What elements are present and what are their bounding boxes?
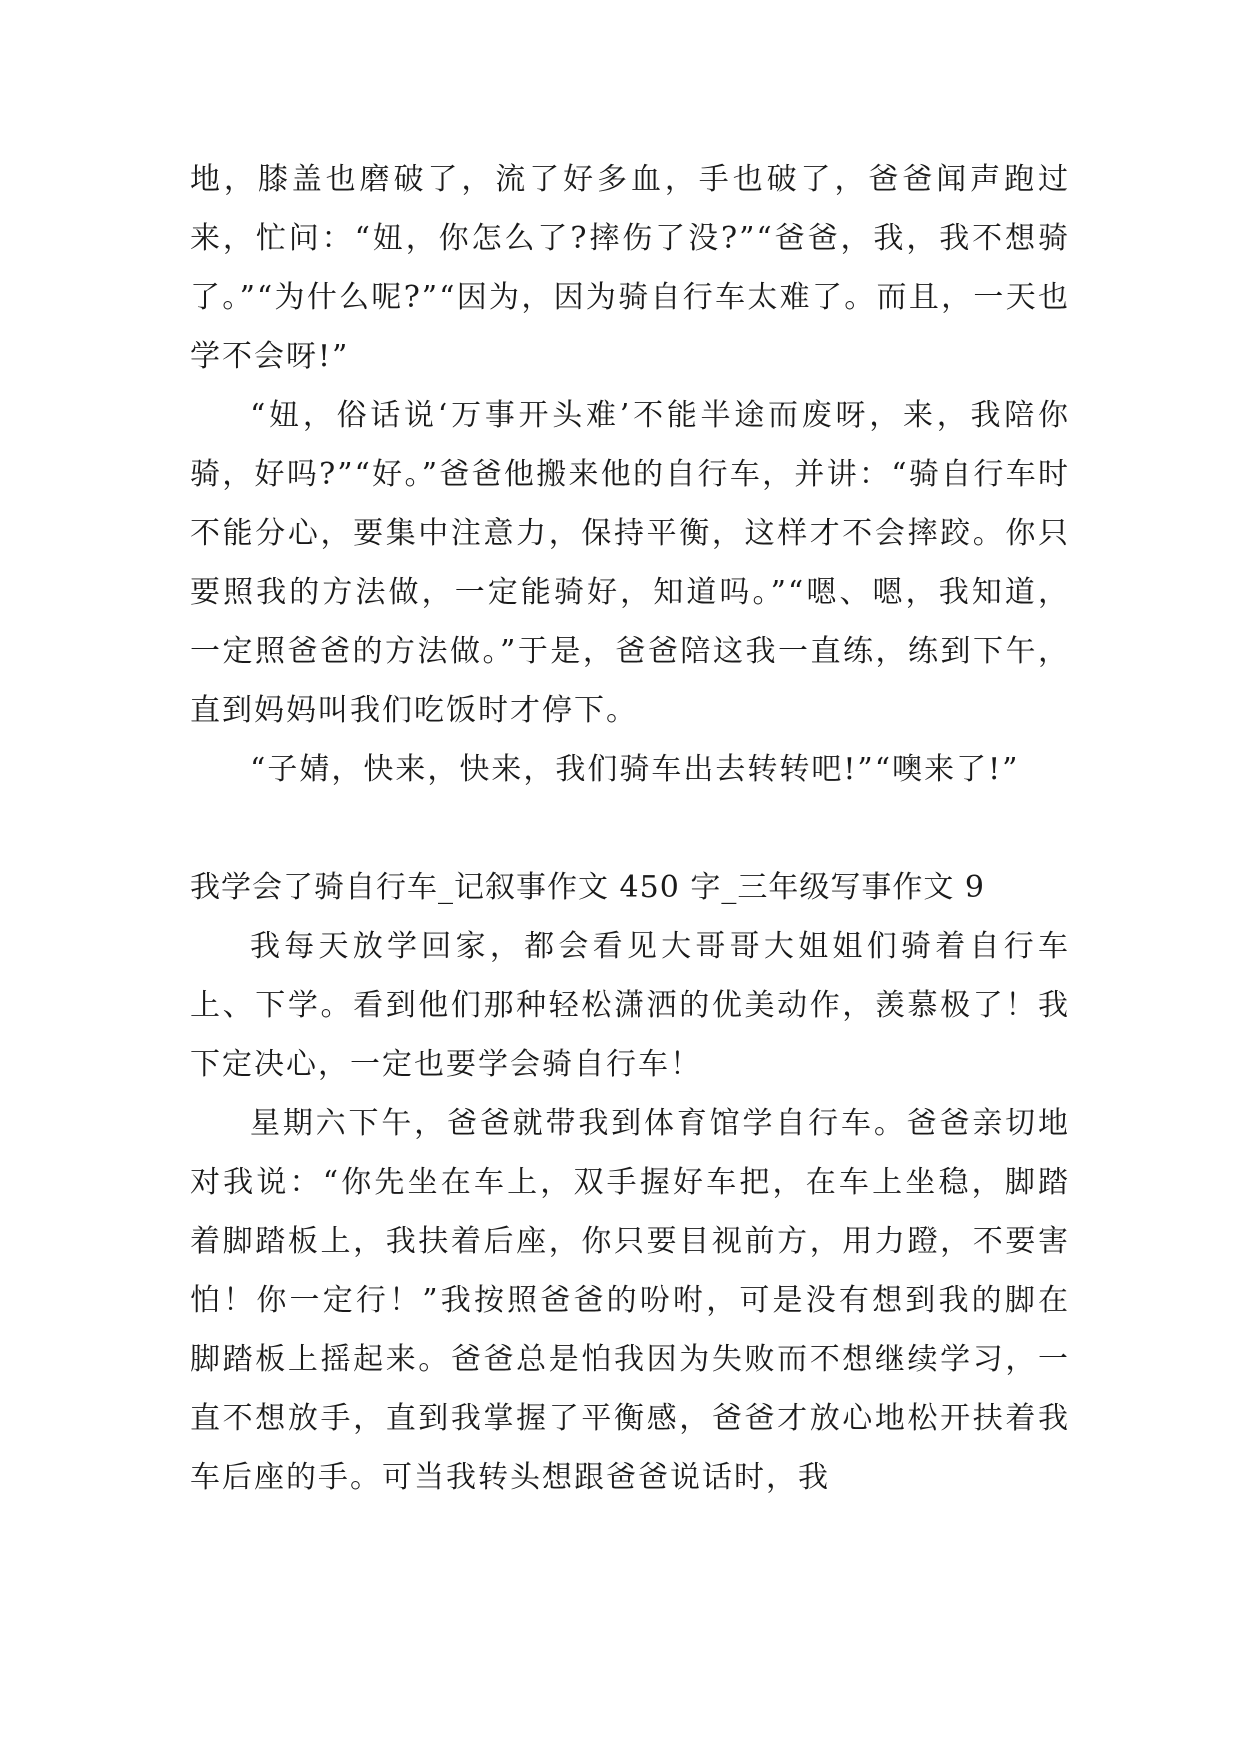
essay-body: [190, 917, 1070, 1507]
paragraph: 星期六下午，爸爸就带我到体育馆学自行车。爸爸亲切地对我说：“你先坐在车上，双手握好车把，在车上坐稳，脚踏着脚踏板上，我扶着后座，你只要目视前方，用力蹬，不要害怕！你一定行！”我按照爸爸的吩咐，可是没有想到我的脚在脚踏板上摇起来。爸爸总是怕我因为失败而不想继续学习，一直不想放手，直到我掌握了平衡感，爸爸才放心地松开扶着我车后座的手。可当我转头想跟爸爸说话时，我: [190, 1106, 1070, 1495]
essay-title: 我学会了骑自行车_记叙事作文 450 字_三年级写事作文 9: [190, 870, 985, 905]
paragraph: “子婧，快来，快来，我们骑车出去转转吧!”“噢来了!”: [250, 752, 1020, 787]
paragraph: 地，膝盖也磨破了，流了好多血，手也破了，爸爸闻声跑过来，忙问：“妞，你怎么了?摔伤了没?”“爸爸，我，我不想骑了。”“为什么呢?”“因为，因为骑自行车太难了。而且，一天也学不会呀!”: [190, 162, 1070, 374]
document-page: [190, 150, 1070, 1507]
story-continuation: [190, 150, 1070, 799]
paragraph: “妞，俗话说‘万事开头难’不能半途而废呀，来，我陪你骑，好吗?”“好。”爸爸他搬来他的自行车，并讲：“骑自行车时不能分心，要集中注意力，保持平衡，这样才不会摔跤。你只要照我的方法做，一定能骑好，知道吗。”“嗯、嗯，我知道，一定照爸爸的方法做。”于是，爸爸陪这我一直练，练到下午，直到妈妈叫我们吃饭时才停下。: [190, 398, 1070, 728]
paragraph: 我每天放学回家，都会看见大哥哥大姐姐们骑着自行车上、下学。看到他们那种轻松潇洒的优美动作，羡慕极了！我下定决心，一定也要学会骑自行车！: [190, 929, 1070, 1082]
